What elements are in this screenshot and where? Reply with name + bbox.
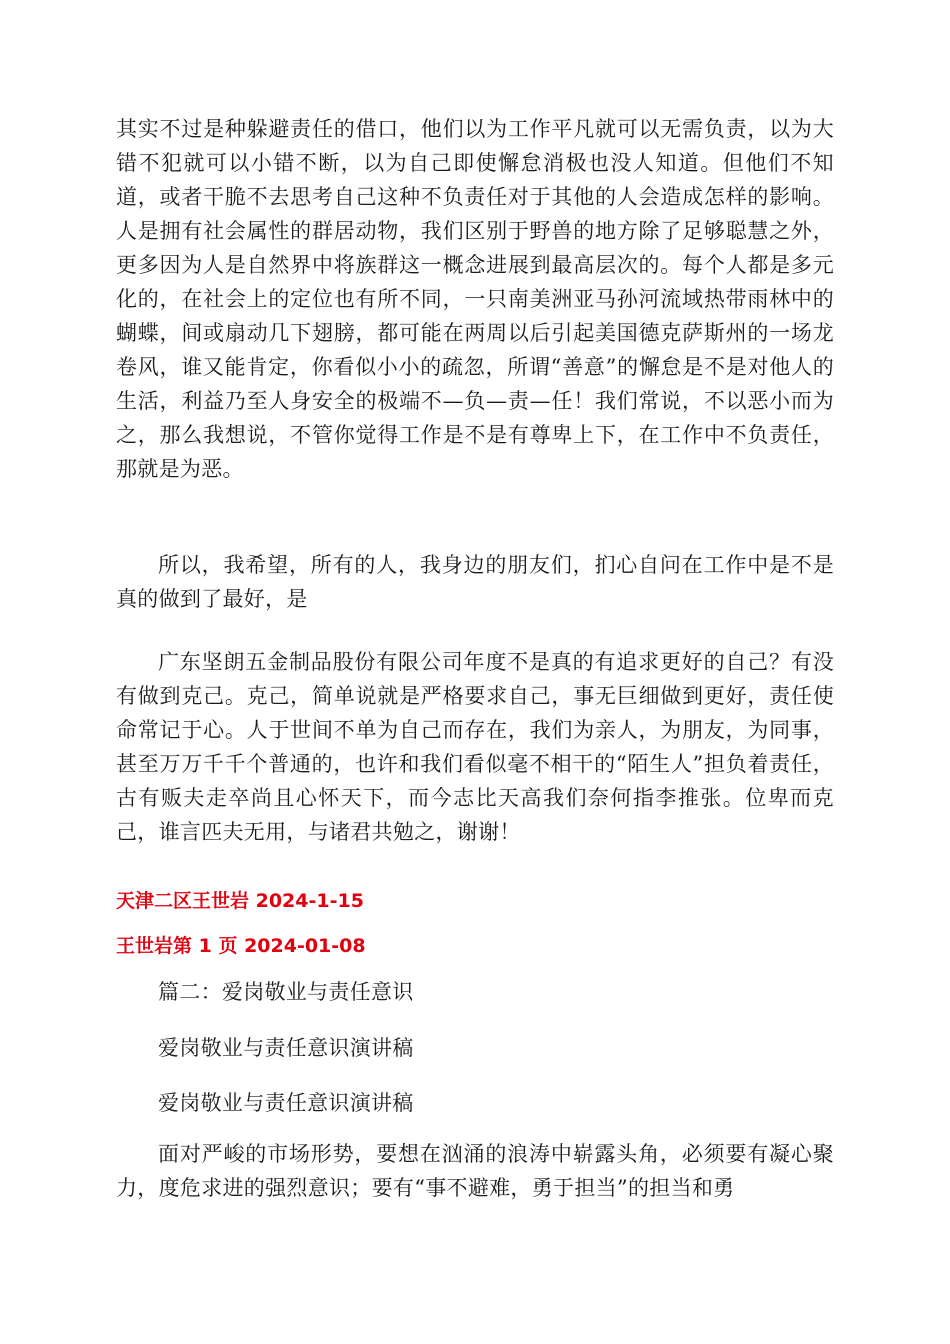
body-paragraph-3: 广东坚朗五金制品股份有限公司年度不是真的有追求更好的自己？有没有做到克己。克己，简单说就是严格要求自己，事无巨细做到更好，责任使命常记于心。人于世间不单为自己而存在，我们为亲人，为朋友，为同事，甚至万万千千个普通的，也许和我们看似毫不相干的“陌生人”担负着责任，古有贩夫走卒尚且心怀天下，而今志比天高我们奈何指李推张。位卑而克己，谁言匹夫无用，与诸君共勉之，谢谢！ <box>116 650 834 844</box>
section-heading: 篇二：爱岗敬业与责任意识 <box>158 980 414 1004</box>
body-paragraph-1: 其实不过是种躲避责任的借口，他们以为工作平凡就可以无需负责，以为大错不犯就可以小错不断，以为自己即使懈怠消极也没人知道。但他们不知道，或者干脆不去思考自己这种不负责任对于其他的人会造成怎样的影响。人是拥有社会属性的群居动物，我们区别于野兽的地方除了足够聪慧之外，更多因为人是自然界中将族群这一概念进展到最高层次的。每个人都是多元化的，在社会上的定位也有所不同，一只南美洲亚马孙河流域热带雨林中的蝴蝶，间或扇动几下翅膀，都可能在两周以后引起美国德克萨斯州的一场龙卷风，谁又能肯定，你看似小小的疏忽，所谓“善意”的懈怠是不是对他人的生活，利益乃至人身安全的极端不—负—责—任！我们常说，不以恶小而为之，那么我想说，不管你觉得工作是不是有尊卑上下，在工作中不负责任，那就是为恶。 <box>116 117 834 481</box>
body-paragraph-2: 所以，我希望，所有的人，我身边的朋友们，扪心自问在工作中是不是真的做到了最好，是 <box>116 553 834 611</box>
author-date-line: 天津二区王世岩 2024-1-15 <box>116 890 364 912</box>
speech-title: 爱岗敬业与责任意识演讲稿 <box>158 1036 414 1060</box>
body-paragraph-4: 面对严峻的市场形势，要想在汹涌的浪涛中崭露头角，必须要有凝心聚力，度危求进的强烈意识；要有“事不避难，勇于担当”的担当和勇 <box>116 1142 834 1200</box>
page-footer-line: 王世岩第 1 页 2024-01-08 <box>116 935 366 957</box>
speech-title-repeat: 爱岗敬业与责任意识演讲稿 <box>158 1091 414 1115</box>
